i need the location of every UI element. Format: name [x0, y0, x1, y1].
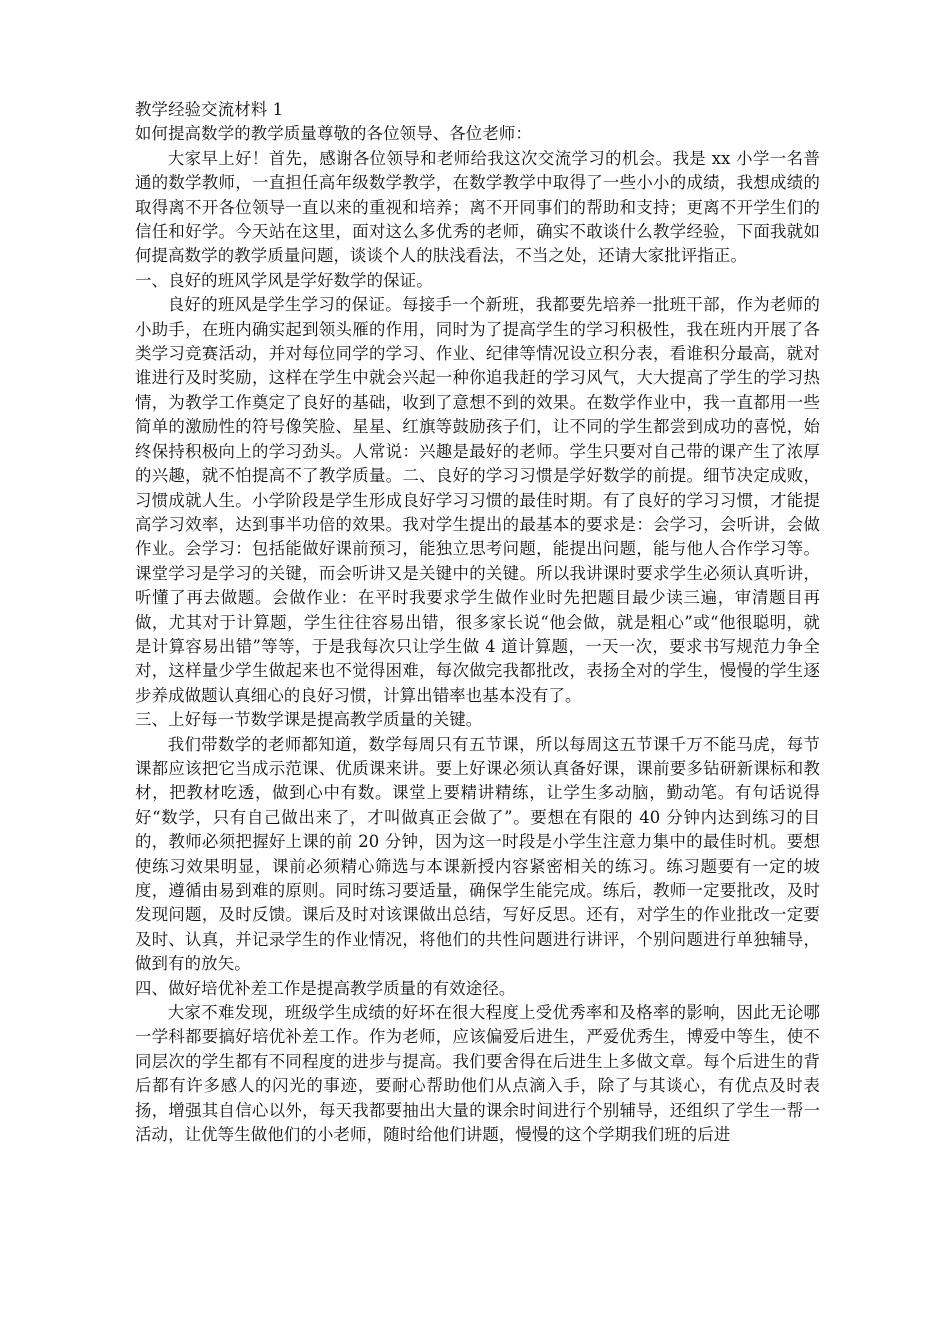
section-3-paragraph: 我们带数学的老师都知道，数学每周只有五节课，所以每周这五节课千万不能马虎，每节课都应该把它当成示范课、优质课来讲。要上好课必须认真备好课，课前要多钻研新课标和教材，把教材吃透，做到心中有数。课堂上要精讲精练，让学生多动脑，勤动笔。有句话说得好“数学，只有自己做出来了，才叫做真正会做了”。要想在有限的 40 分钟内达到练习的目的，教师必须把握好上课的前 20 分钟，因为这一时段是小学生注意力集中的最佳时机。要想使练习效果明显，课前必须精心筛选与本课新授内容紧密相关的练习。练习题要有一定的坡度，遵循由易到难的原则。同时练习要适量，确保学生能完成。练后，教师一定要批改，及时发现问题，及时反馈。课后及时对该课做出总结，写好反思。还有，对学生的作业批改一定要及时、认真，并记录学生的作业情况，将他们的共性问题进行讲评，个别问题进行单独辅导，做到有的放矢。: [135, 734, 820, 974]
section-1-paragraph: 良好的班风是学生学习的保证。每接手一个新班，我都要先培养一批班干部，作为老师的小助手，在班内确实起到领头雁的作用，同时为了提高学生的学习积极性，我在班内开展了各类学习竞赛活动，并对每位同学的学习、作业、纪律等情况设立积分表，看谁积分最高，就对谁进行及时奖励，这样在学生中就会兴起一种你追我赶的学习风气，大大提高了学生的学习热情，为教学工作奠定了良好的基础，收到了意想不到的效果。在数学作业中，我一直都用一些简单的激励性的符号像笑脸、星星、红旗等鼓励孩子们，让不同的学生都尝到成功的喜悦，始终保持积极向上的学习劲头。人常说：兴趣是最好的老师。学生只要对自己带的课产生了浓厚的兴趣，就不怕提高不了教学质量。二、良好的学习习惯是学好数学的前提。细节决定成败，习惯成就人生。小学阶段是学生形成良好学习习惯的最佳时期。有了良好的学习习惯，才能提高学习效率，达到事半功倍的效果。我对学生提出的最基本的要求是：会学习，会听讲，会做作业。会学习：包括能做好课前预习，能独立思考问题，能提出问题，能与他人合作学习等。课堂学习是学习的关键，而会听讲又是关键中的关键。所以我讲课时要求学生必须认真听讲，听懂了再去做题。会做作业：在平时我要求学生做作业时先把题目最少读三遍，审清题目再做，尤其对于计算题，学生往往容易出错，很多家长说“他会做，就是粗心”或“他很聪明，就是计算容易出错”等等，于是我每次只让学生做 4 道计算题，一天一次，要求书写规范力争全对，这样量少学生做起来也不觉得困难，每次做完我都批改，表扬全对的学生，慢慢的学生逐步养成做题认真细心的良好习惯，计算出错率也基本没有了。: [135, 295, 820, 705]
section-4-paragraph: 大家不难发现，班级学生成绩的好坏在很大程度上受优秀率和及格率的影响，因此无论哪一学科都要搞好培优补差工作。作为老师，应该偏爱后进生，严爱优秀生，博爱中等生，使不同层次的学生都有不同程度的进步与提高。我们要舍得在后进生上多做文章。每个后进生的背后都有许多感人的闪光的事迹，要耐心帮助他们从点滴入手，除了与其谈心，有优点及时表扬，增强其自信心以外，每天我都要抽出大量的课余时间进行个别辅导，还组织了学生一帮一活动，让优等生做他们的小老师，随时给他们讲题，慢慢的这个学期我们班的后进: [135, 1003, 820, 1145]
document-page: [135, 98, 820, 1147]
document-subtitle: 如何提高数学的教学质量尊敬的各位领导、各位老师：: [135, 124, 532, 144]
intro-paragraph: 大家早上好！首先，感谢各位领导和老师给我这次交流学习的机会。我是 xx 小学一名普通的数学教师，一直担任高年级数学教学，在数学教学中取得了一些小小的成绩，我想成绩的取得离不开各位领导一直以来的重视和培养；离不开同事们的帮助和支持；更离不开学生们的信任和好学。今天站在这里，面对这么多优秀的老师，确实不敢谈什么教学经验，下面我就如何提高数学的教学质量问题，谈谈个人的肤浅看法，不当之处，还请大家批评指正。: [135, 148, 820, 266]
section-1-heading: 一、良好的班风学风是学好数学的保证。: [135, 270, 433, 290]
section-4-heading: 四、做好培优补差工作是提高教学质量的有效途径。: [135, 978, 516, 998]
document-title: 教学经验交流材料 1: [135, 100, 284, 119]
section-3-heading: 三、上好每一节数学课是提高教学质量的关键。: [135, 710, 483, 730]
